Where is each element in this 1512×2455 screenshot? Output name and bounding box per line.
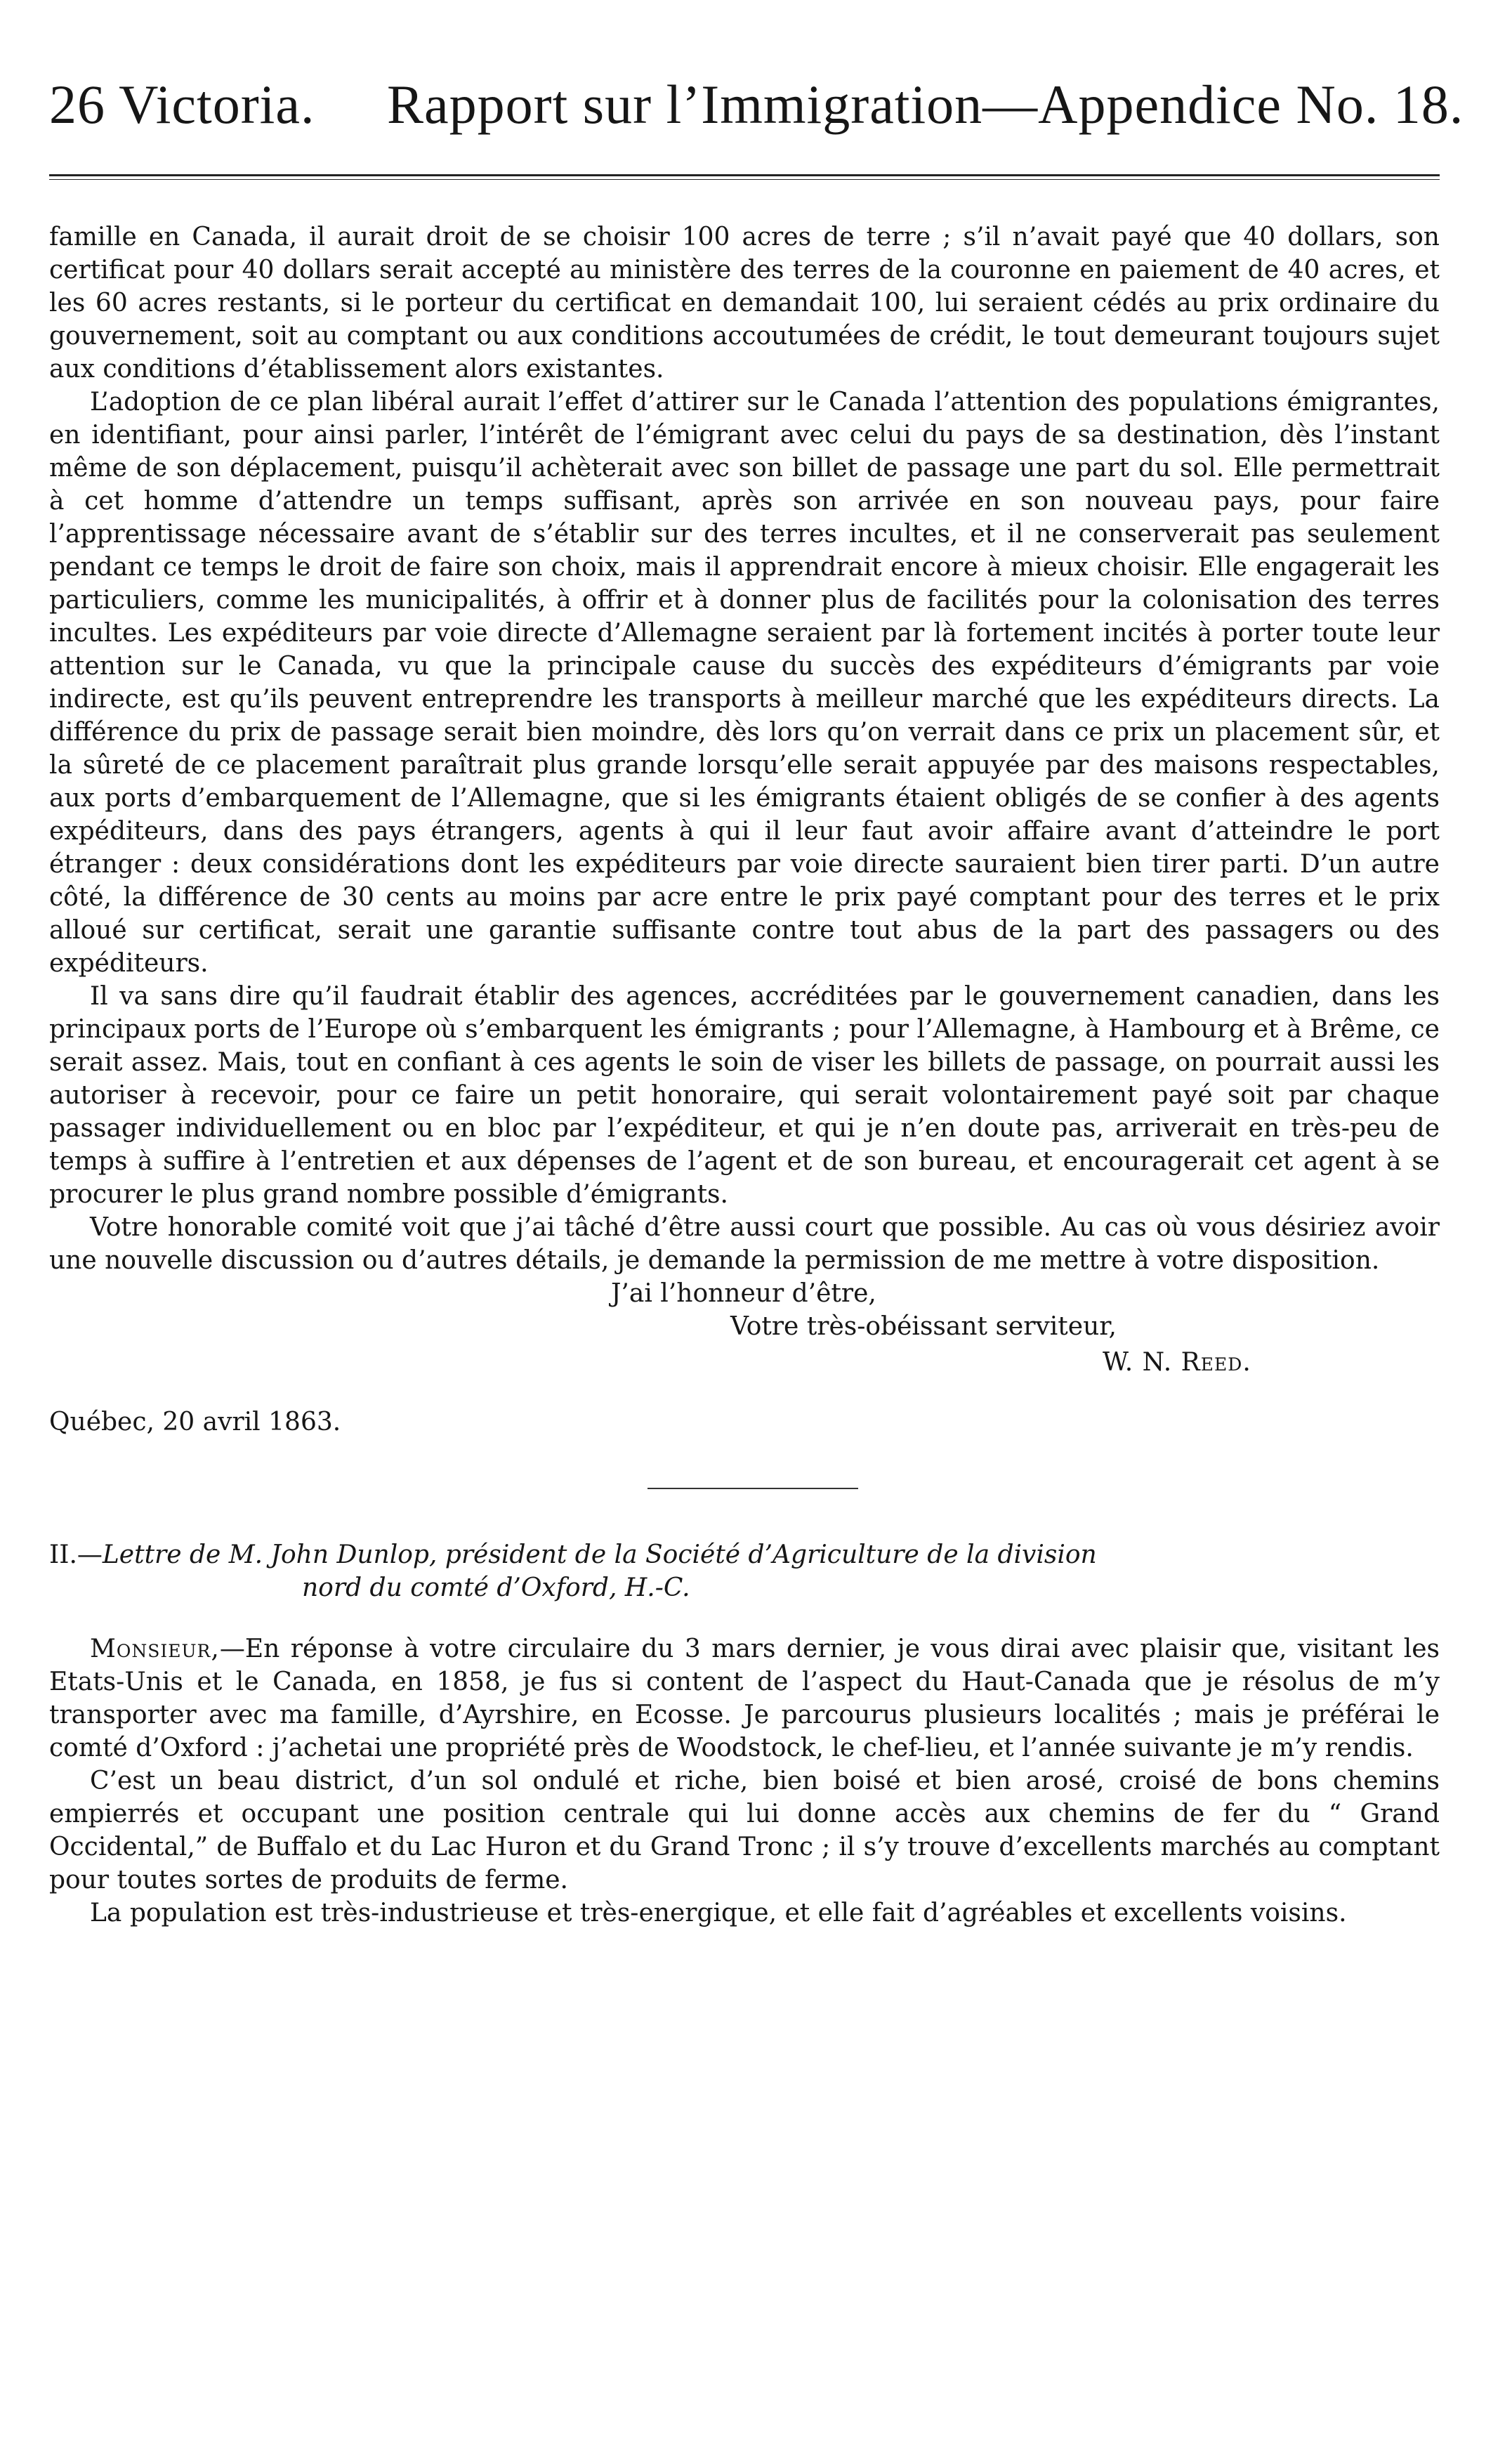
letter-1 — [49, 221, 1440, 1439]
paragraph: L’adoption de ce plan libéral aurait l’effet d’attirer sur le Canada l’attention des populations émigrantes, en identifiant, pour ainsi parler, l’intérêt de l’émigrant avec celui du pays de sa destination, dès l’instant même de son déplacement, puisqu’il achèterait avec son billet de passage une part du sol. Elle permettrait à cet homme d’attendre un temps suffisant, après son arrivée en son nouveau pays, pour faire l’apprentissage nécessaire avant de s’établir sur des terres incultes, et il ne conserverait pas seulement pendant ce temps le droit de faire son choix, mais il apprendrait encore à mieux choisir. Elle engagerait les particuliers, comme les municipalités, à offrir et à donner plus de facilités pour la colonisation des terres incultes. Les expéditeurs par voie directe d’Allemagne seraient par là fortement incités à porter toute leur attention sur le Canada, vu que la principale cause du succès des expéditeurs d’émigrants par voie indirecte, est qu’ils peuvent entreprendre les transports à meilleur marché que les expéditeurs directs. La différence du prix de passage serait bien moindre, dès lors qu’on verrait dans ce prix un placement sûr, et la sûreté de ce placement paraîtrait plus grande lorsqu’elle serait appuyée par des maisons respectables, aux ports d’embarquement de l’Allemagne, que si les émigrants étaient obligés de se confier à des agents expéditeurs, dans des pays étrangers, agents à qui il leur faut avoir affaire avant d’atteindre le port étranger : deux considérations dont les expéditeurs par voie directe sauraient bien tirer parti. D’un autre côté, la différence de 30 cents au moins par acre entre le prix payé comptant pour des terres et le prix alloué sur certificat, serait une garantie suffisante contre tout abus de la part des passagers ou des expéditeurs. — [49, 388, 1440, 978]
paragraph — [49, 1632, 1440, 1765]
salutation: Monsieur, — [90, 1635, 220, 1663]
signature: W. N. Reed. — [1103, 1348, 1251, 1377]
paragraph-text: —En réponse à votre circulaire du 3 mars dernier, je vous dirai avec plaisir que, visitant les Etats-Unis et le Canada, en 1858, je fus si content de l’aspect du Haut-Canada que je résolus de m’y transporter avec ma famille, d’Ayrshire, en Ecosse. Je parcourus plusieurs localités ; mais je préférai le comté d’Oxford : j’achetai une propriété près de Woodstock, le chef-lieu, et l’année suivante je m’y rendis. — [49, 1635, 1440, 1762]
section-title-line-1: Lettre de M. John Dunlop, président de la Société d’Agriculture de la division — [102, 1540, 1097, 1569]
letter-2 — [49, 1538, 1440, 1930]
closing-line: J’ai l’honneur d’être, — [611, 1279, 876, 1308]
paragraph: famille en Canada, il aurait droit de se choisir 100 acres de terre ; s’il n’avait payé que 40 dollars, son certificat pour 40 dollars serait accepté au ministère des terres de la couronne en paiement de 40 acres, et les 60 acres restants, si le porteur du certificat en demandait 100, lui seraient cédés au prix ordinaire du gouvernement, soit au comptant ou aux conditions accoutumées de crédit, le tout demeurant toujours sujet aux conditions d’établissement alors existantes. — [49, 223, 1440, 384]
paragraph: Votre honorable comité voit que j’ai tâché d’être aussi court que possible. Au cas où vous désiriez avoir une nouvelle discussion ou d’autres détails, je demande la permission de me mettre à votre disposition. — [49, 1213, 1440, 1275]
section-title-line-2: nord du comté d’Oxford, H.-C. — [302, 1573, 690, 1602]
section-number: II.— — [49, 1540, 103, 1569]
paragraph: Il va sans dire qu’il faudrait établir des agences, accréditées par le gouvernement canadien, dans les principaux ports de l’Europe où s’embarquent les émigrants ; pour l’Allemagne, à Hambourg et à Brême, ce serait assez. Mais, tout en confiant à ces agents le soin de viser les billets de passage, on pourrait aussi les autoriser à recevoir, pour ce faire un petit honoraire, qui serait volontairement payé soit par chaque passager individuellement ou en bloc par l’expéditeur, et qui je n’en doute pas, arriverait en très-peu de temps à suffire à l’entretien et aux dépenses de l’agent et de son bureau, et encouragerait cet agent à se procurer le plus grand nombre possible d’émigrants. — [49, 982, 1440, 1209]
section-heading — [49, 1538, 1440, 1604]
paragraph: La population est très-industrieuse et très-energique, et elle fait d’agréables et excellents voisins. — [90, 1899, 1347, 1927]
section-divider — [647, 1488, 858, 1489]
paragraph: C’est un beau district, d’un sol ondulé et riche, bien boisé et bien arosé, croisé de bons chemins empierrés et occupant une position centrale qui lui donne accès aux chemins de fer du “ Grand Occidental,” de Buffalo et du Lac Huron et du Grand Tronc ; il s’y trouve d’excellents marchés au comptant pour toutes sortes de produits de ferme. — [49, 1767, 1440, 1894]
header-double-rule — [49, 174, 1440, 180]
running-head: 26 Victoria. Rapport sur l’Immigration—Appendice No. 18. — [49, 74, 1464, 135]
closing-line: Votre très-obéissant serviteur, — [730, 1312, 1117, 1341]
place-date: Québec, 20 avril 1863. — [49, 1408, 341, 1436]
